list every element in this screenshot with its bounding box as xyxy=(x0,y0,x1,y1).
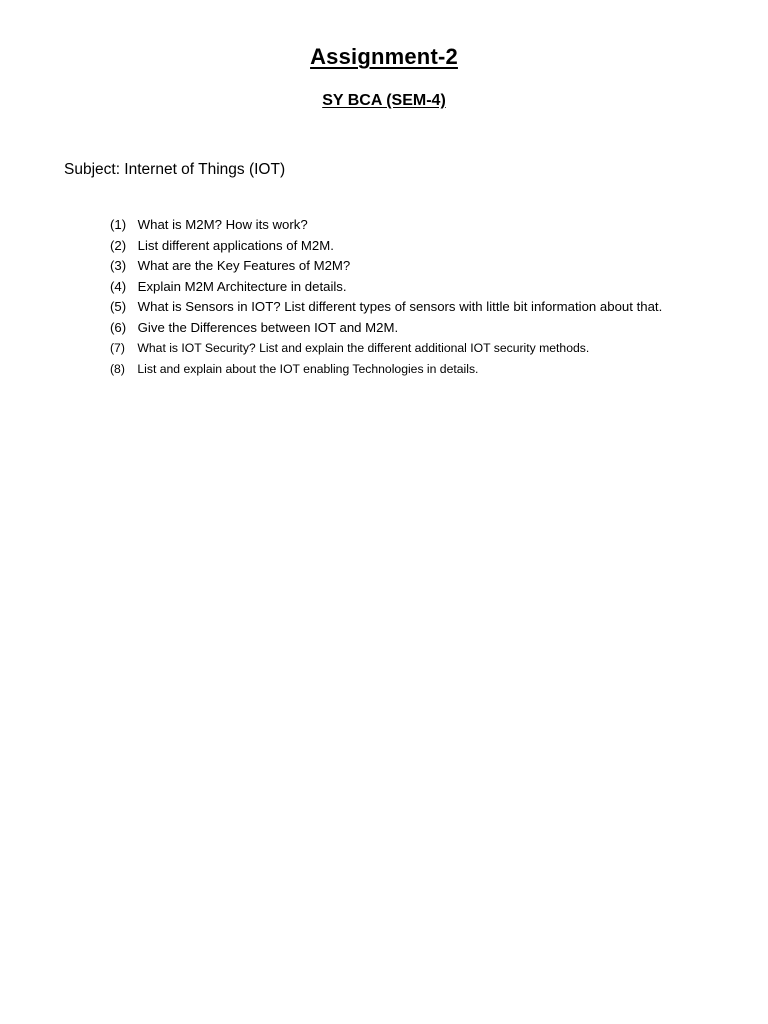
question-item xyxy=(110,338,750,359)
question-number: (1) xyxy=(110,217,127,232)
question-text: What is Sensors in IOT? List different types of sensors with little bit information about that. xyxy=(137,299,663,314)
question-number: (5) xyxy=(110,299,127,314)
question-item xyxy=(110,236,750,257)
question-item xyxy=(110,297,750,318)
question-text: List different applications of M2M. xyxy=(137,237,334,253)
question-item xyxy=(110,318,750,339)
subject-line: Subject: Internet of Things (IOT) xyxy=(64,161,286,178)
question-text: What are the Key Features of M2M? xyxy=(137,258,351,273)
question-number: (8) xyxy=(110,361,125,376)
question-text: Give the Differences between IOT and M2M. xyxy=(137,319,399,335)
document-subtitle: SY BCA (SEM-4) xyxy=(322,92,446,109)
question-number: (4) xyxy=(110,278,127,294)
question-number: (3) xyxy=(110,258,127,273)
question-item xyxy=(110,256,750,277)
question-text: What is IOT Security? List and explain the different additional IOT security methods. xyxy=(137,341,590,355)
question-item xyxy=(110,359,750,380)
question-number: (7) xyxy=(110,341,125,355)
question-number: (2) xyxy=(110,237,127,253)
question-item xyxy=(110,215,750,236)
question-number: (6) xyxy=(110,319,127,335)
question-list xyxy=(110,215,750,379)
document-title: Assignment-2 xyxy=(310,44,458,69)
question-text: Explain M2M Architecture in details. xyxy=(137,278,347,294)
question-text: List and explain about the IOT enabling Technologies in details. xyxy=(137,361,479,376)
question-text: What is M2M? How its work? xyxy=(137,217,308,232)
question-item xyxy=(110,277,750,298)
